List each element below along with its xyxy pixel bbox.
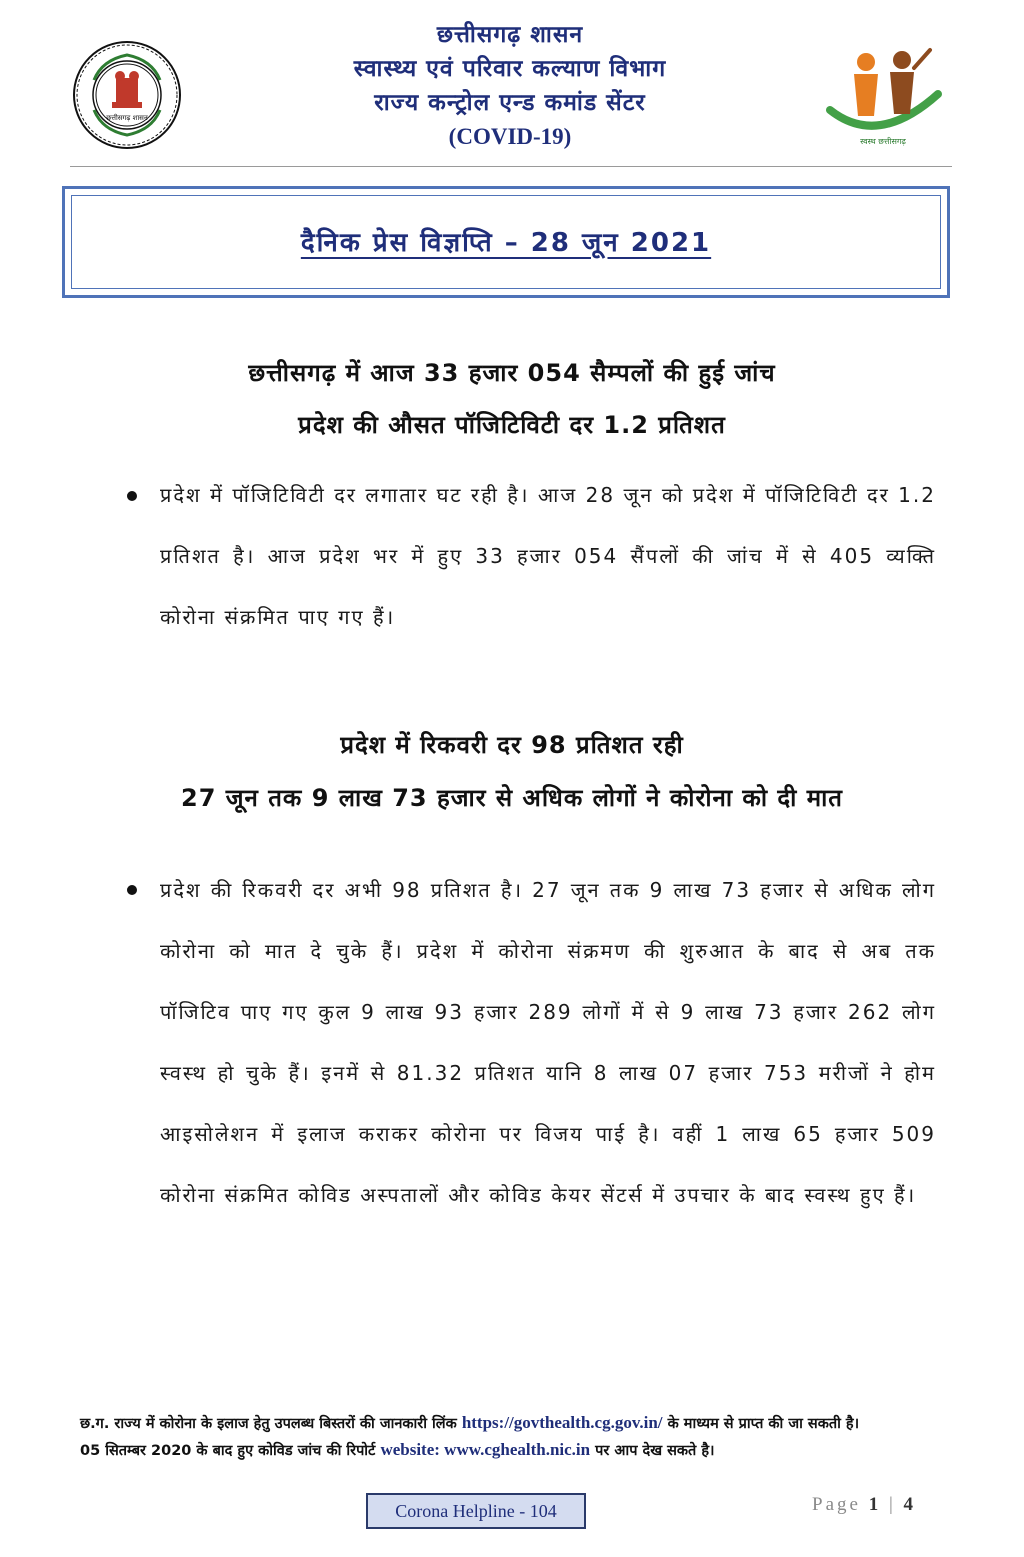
bullet-icon <box>127 491 137 501</box>
footer-notes <box>80 1410 946 1464</box>
government-seal-logo <box>72 40 182 150</box>
section1-headline-1: छत्तीसगढ़ में आज 33 हजार 054 सैम्पलों की हुई जांच <box>248 359 776 387</box>
press-release-title: दैनिक प्रेस विज्ञप्ति – 28 जून 2021 <box>300 228 712 258</box>
section2-headline-2: 27 जून तक 9 लाख 73 हजार से अधिक लोगों ने कोरोना को दी मात <box>181 784 843 812</box>
department-header <box>240 18 780 154</box>
govthealth-link[interactable]: https://govthealth.cg.gov.in/ <box>461 1413 663 1432</box>
section1-paragraph: प्रदेश में पॉजिटिविटी दर लगातार घट रही है। आज 28 जून को प्रदेश में पॉजिटिविटी दर 1.2 प्रतिशत है। आज प्रदेश भर में हुए 33 हजार 054 सैंपलों की जांच में से 405 व्यक्ति कोरोना संक्रमित पाए गए हैं। <box>160 483 936 629</box>
footer-beds-suffix: के माध्यम से प्राप्त की जा सकती है। <box>667 1416 860 1432</box>
header-covid-label: (COVID-19) <box>448 124 572 149</box>
title-box <box>62 186 950 298</box>
bullet-icon <box>127 885 137 895</box>
footer-report-info <box>80 1437 946 1464</box>
cghealth-website-link[interactable]: website: www.cghealth.nic.in <box>380 1440 591 1459</box>
section1-headline-2: प्रदेश की औसत पॉजिटिविटी दर 1.2 प्रतिशत <box>298 411 726 439</box>
svg-text:स्वस्थ छत्तीसगढ़: स्वस्थ छत्तीसगढ़ <box>860 137 906 146</box>
footer-beds-info <box>80 1410 946 1437</box>
corona-helpline-box: Corona Helpline - 104 <box>366 1493 586 1529</box>
footer-report-suffix: पर आप देख सकते है। <box>595 1443 715 1459</box>
header-divider <box>70 166 952 167</box>
header-department-name: स्वास्थ्य एवं परिवार कल्याण विभाग <box>353 56 667 82</box>
section2-paragraph: प्रदेश की रिकवरी दर अभी 98 प्रतिशत है। 27 जून तक 9 लाख 73 हजार से अधिक लोग कोरोना को मात दे चुके हैं। प्रदेश में कोरोना संक्रमण की शुरुआत के बाद से अब तक पॉजिटिव पाए गए कुल 9 लाख 93 हजार 289 लोगों में से 9 लाख 73 हजार 262 लोग स्वस्थ हो चुके हैं। इनमें से 81.32 प्रतिशत यानि 8 लाख 07 हजार 753 मरीजों ने होम आइसोलेशन में इलाज कराकर कोरोना पर विजय पाई है। वहीं 1 लाख 65 हजार 509 कोरोना संक्रमित कोविड अस्पतालों और कोविड केयर सेंटर्स में उपचार के बाद स्वस्थ हुए हैं। <box>160 878 936 1207</box>
svg-text:छत्तीसगढ़ शासन: छत्तीसगढ़ शासन <box>106 114 148 122</box>
page-number: Page 1 | 4 <box>812 1494 916 1515</box>
swasth-chhattisgarh-logo <box>818 38 948 150</box>
footer-report-text: 05 सितम्बर 2020 के बाद हुए कोविड जांच की रिपोर्ट <box>80 1443 376 1459</box>
section2-headline-1: प्रदेश में रिकवरी दर 98 प्रतिशत रही <box>340 731 684 759</box>
footer-beds-text: छ.ग. राज्य में कोरोना के इलाज हेतु उपलब्ध बिस्तरों की जानकारी लिंक <box>80 1416 457 1432</box>
header-state-name: छत्तीसगढ़ शासन <box>436 22 584 48</box>
header-control-center: राज्य कन्ट्रोल एन्ड कमांड सेंटर <box>374 90 646 116</box>
